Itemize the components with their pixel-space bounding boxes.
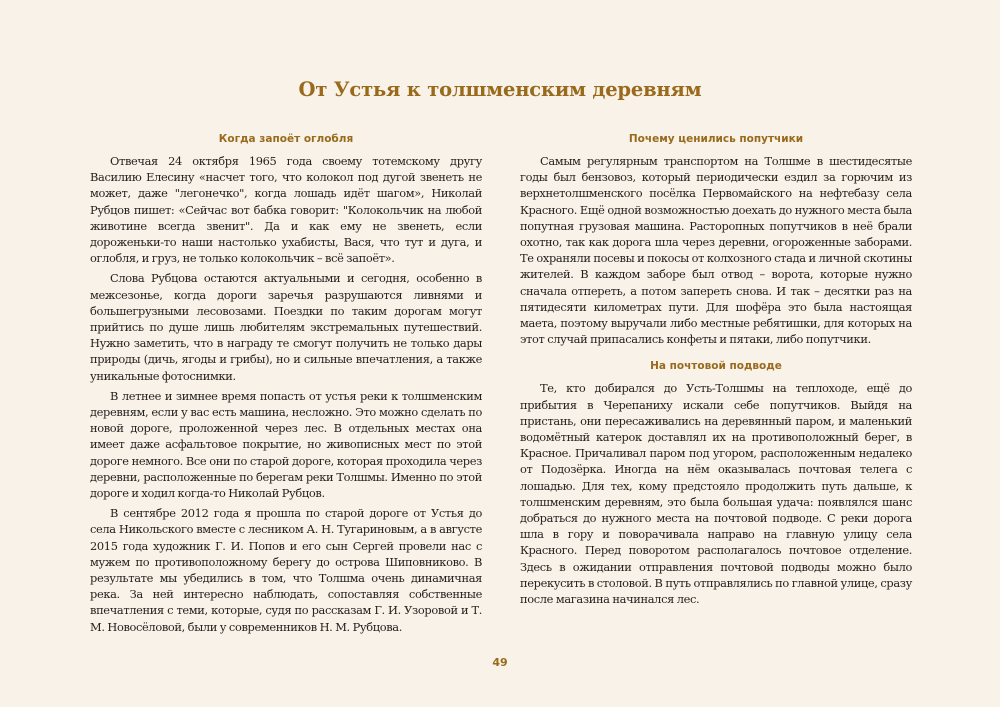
left-column [90, 132, 482, 639]
paragraph: Слова Рубцова остаются актуальными и сегодня, особенно в межсезонье, когда дороги заречья разрушаются ливнями и большегрузными лесовозами. Поездки по таким дорогам могут прийтись по душе лишь любителям экстремальных путешествий. Нужно заметить, что в награду те смогут получить не только дары природы (дичь, ягоды и грибы), но и сильные впечатления, а также уникальные фотоснимки. [90, 271, 482, 383]
paragraph: В летнее и зимнее время попасть от устья реки к толшменским деревням, если у вас есть машина, несложно. Это можно сделать по новой дороге, проложенной через лес. В отдельных местах она имеет даже асфальтовое покрытие, но живописных мест по этой дороге немного. Все они по старой дороге, которая проходила через деревни, расположенные по берегам реки Толшмы. Именно по этой дороге и ходил когда-то Николай Рубцов. [90, 388, 482, 501]
page-title: От Устья к толшменским деревням [298, 78, 702, 101]
section-heading-pochemu-tsenilis-poputchiki: Почему ценились попутчики [628, 133, 804, 145]
paragraph: Те, кто добирался до Усть-Толшмы на теплоходе, ещё до прибытия в Черепаниху искали себе попутчиков. Выйдя на пристань, они пересаживались на деревянный паром, и маленький водомётный катерок доставлял их на противоположный берег, в Красное. Причаливал паром под угором, расположенным недалеко от Подозёрка. Иногда на нём оказывалась почтовая телега с лошадью. Для тех, кому предстояло продолжить путь дальше, к толшменским деревням, это была большая удача: появлялся шанс добраться до нужного места на почтовой подводе. С реки дорога шла в гору и поворачивала направо на главную улицу села Красного. Перед поворотом располагалось почтовое отделение. Здесь в ожидании отправления почтовой подводы можно было перекусить в столовой. В путь отправлялись по главной улице, сразу после магазина начинался лес. [520, 381, 912, 607]
section-heading-kogda-zapoet-ogloblya: Когда запоёт оглобля [218, 133, 354, 145]
paragraph: Самым регулярным транспортом на Толшме в шестидесятые годы был бензовоз, который периодически ездил за горючим из верхнетолшменского посёлка Первомайского на нефтебазу села Красного. Ещё одной возможностью доехать до нужного места была попутная грузовая машина. Расторопных попутчиков в неё брали охотно, так как дорога шла через деревни, огороженные заборами. Те охраняли посевы и покосы от колхозного стада и личной скотины жителей. В каждом заборе был отвод – ворота, которые нужно сначала отпереть, а потом запереть снова. И так – десятки раз на пятидесяти километрах пути. Для шофёра это была настоящая маета, поэтому выручали либо местные ребятишки, для которых на этот случай припасались конфеты и пятаки, либо попутчики. [520, 154, 912, 347]
right-column [520, 132, 912, 611]
section-heading-na-pochtovoy-podvode: На почтовой подводе [650, 360, 782, 373]
page-number: 49 [492, 656, 508, 669]
paragraph: В сентябре 2012 года я прошла по старой дороге от Устья до села Никольского вместе с лесником А. Н. Тугариновым, а в августе 2015 года художник Г. И. Попов и его сын Сергей провели нас с мужем по противоположному берегу до острова Шиповниково. В результате мы убедились в том, что Толшма очень динамичная река. За ней интересно наблюдать, сопоставляя собственные впечатления с теми, которые, судя по рассказам Г. И. Узоровой и Т. М. Новосёловой, были у современников Н. М. Рубцова. [90, 506, 482, 634]
paragraph: Отвечая 24 октября 1965 года своему тотемскому другу Василию Елесину «насчет того, что колокол под дугой звенеть не может, даже "легонечко", когда лошадь идёт шагом», Николай Рубцов пишет: «Сейчас вот бабка говорит: "Колокольчик на любой животине всегда звенит". Да и как ему не звенеть, если дороженьки-то наши настолько ухабисты, Вася, что тут и дуга, и оглобля, и груз, не только колокольчик – всё запоёт». [90, 154, 482, 266]
